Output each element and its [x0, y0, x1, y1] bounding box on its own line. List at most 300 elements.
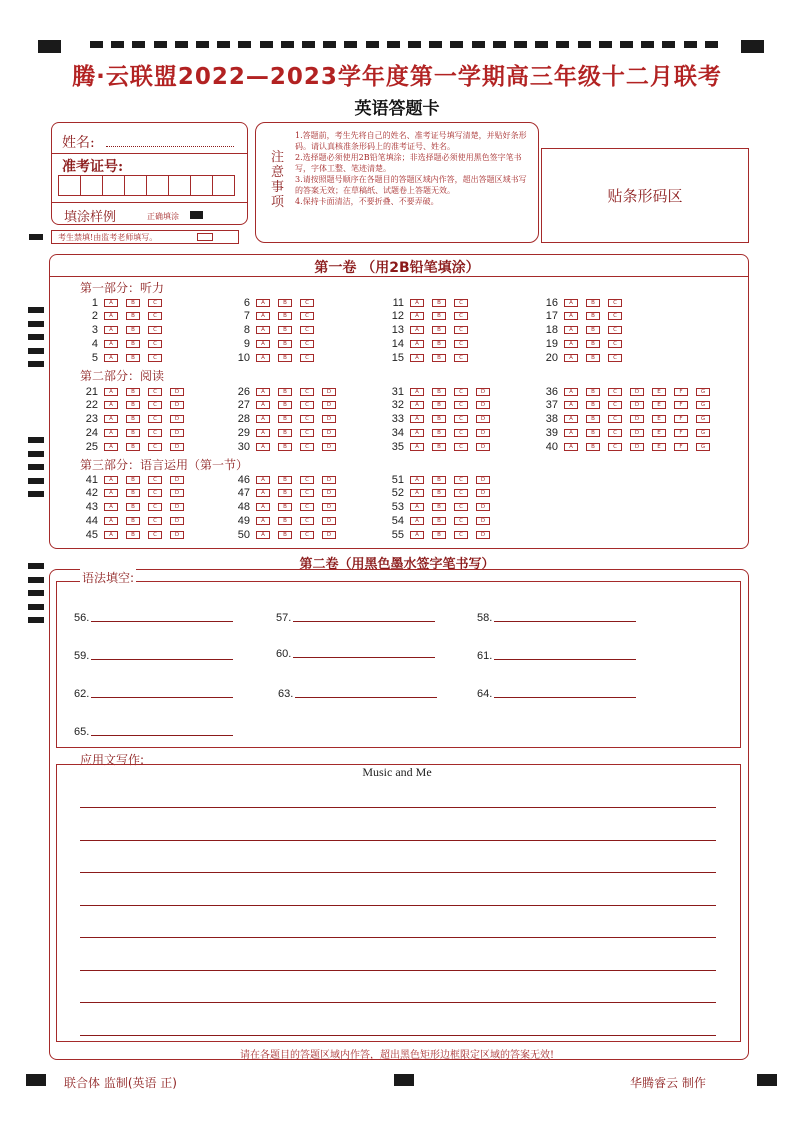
- answer-bubble[interactable]: B: [126, 489, 140, 497]
- timing-mark: [196, 41, 209, 48]
- barcode-label: 贴条形码区: [607, 187, 683, 205]
- page-subtitle: 英语答题卡: [354, 99, 440, 119]
- grammar-blank[interactable]: [74, 726, 233, 738]
- answer-bubble[interactable]: C: [148, 476, 162, 484]
- blank-line[interactable]: [91, 697, 233, 698]
- answer-bubble[interactable]: B: [126, 429, 140, 437]
- name-field[interactable]: [106, 146, 234, 147]
- side-mark: [28, 464, 44, 470]
- answer-bubble[interactable]: D: [170, 401, 184, 409]
- answer-bubble[interactable]: C: [454, 443, 468, 451]
- answer-bubble[interactable]: B: [278, 531, 292, 539]
- answer-bubble[interactable]: A: [256, 415, 270, 423]
- answer-bubble[interactable]: B: [126, 312, 140, 320]
- answer-bubble[interactable]: C: [454, 354, 468, 362]
- answer-bubble[interactable]: A: [410, 299, 424, 307]
- answer-bubble[interactable]: C: [148, 429, 162, 437]
- question-number: 32: [391, 399, 404, 412]
- answer-bubble[interactable]: A: [256, 340, 270, 348]
- timing-mark: [472, 41, 485, 48]
- answer-bubble[interactable]: C: [148, 517, 162, 525]
- answer-bubble[interactable]: E: [652, 415, 666, 423]
- answer-bubble[interactable]: F: [674, 401, 688, 409]
- question-number: 42: [85, 487, 98, 500]
- answer-bubble[interactable]: B: [126, 476, 140, 484]
- answer-bubble[interactable]: B: [432, 489, 446, 497]
- question-number: 17: [545, 310, 558, 323]
- answer-bubble[interactable]: C: [454, 489, 468, 497]
- answer-bubble[interactable]: A: [104, 312, 118, 320]
- question-number: 12: [391, 310, 404, 323]
- question-number: 38: [545, 413, 558, 426]
- answer-bubble[interactable]: C: [148, 489, 162, 497]
- answer-bubble[interactable]: C: [300, 531, 314, 539]
- answer-bubble[interactable]: B: [586, 443, 600, 451]
- answer-bubble[interactable]: A: [256, 388, 270, 396]
- answer-bubble[interactable]: C: [148, 299, 162, 307]
- answer-bubble[interactable]: C: [454, 326, 468, 334]
- grammar-blank[interactable]: [278, 688, 437, 700]
- answer-bubble[interactable]: C: [300, 326, 314, 334]
- question-row: [228, 514, 344, 527]
- part2-header: 第二卷（用黑色墨水签字笔书写）: [299, 557, 495, 572]
- answer-bubble[interactable]: A: [256, 489, 270, 497]
- question-number: 11: [392, 296, 404, 309]
- answer-bubble[interactable]: A: [104, 476, 118, 484]
- answer-bubble[interactable]: C: [300, 415, 314, 423]
- answer-bubble[interactable]: G: [696, 388, 710, 396]
- writing-line[interactable]: [80, 807, 716, 808]
- writing-line[interactable]: [80, 840, 716, 841]
- answer-bubble[interactable]: D: [630, 429, 644, 437]
- answer-bubble[interactable]: A: [104, 517, 118, 525]
- answer-bubble[interactable]: B: [278, 354, 292, 362]
- question-row: [382, 324, 476, 337]
- answer-bubble[interactable]: A: [104, 489, 118, 497]
- answer-bubble[interactable]: B: [278, 388, 292, 396]
- answer-bubble[interactable]: A: [104, 401, 118, 409]
- answer-bubble[interactable]: C: [148, 531, 162, 539]
- question-number: 28: [237, 413, 250, 426]
- question-row: [536, 310, 630, 323]
- answer-bubble[interactable]: A: [564, 312, 578, 320]
- answer-bubble[interactable]: A: [564, 326, 578, 334]
- question-row: [228, 501, 344, 514]
- answer-bubble[interactable]: A: [410, 354, 424, 362]
- answer-bubble[interactable]: B: [278, 326, 292, 334]
- answer-bubble[interactable]: C: [608, 429, 622, 437]
- answer-bubble[interactable]: E: [652, 401, 666, 409]
- answer-bubble[interactable]: C: [454, 476, 468, 484]
- answer-bubble[interactable]: F: [674, 388, 688, 396]
- blank-line[interactable]: [494, 659, 636, 660]
- timing-mark: [387, 41, 400, 48]
- answer-bubble[interactable]: C: [608, 388, 622, 396]
- answer-bubble[interactable]: C: [454, 401, 468, 409]
- writing-line[interactable]: [80, 905, 716, 906]
- blank-line[interactable]: [295, 697, 437, 698]
- answer-bubble[interactable]: C: [608, 415, 622, 423]
- answer-bubble[interactable]: B: [126, 388, 140, 396]
- answer-bubble[interactable]: C: [148, 443, 162, 451]
- blank-line[interactable]: [293, 657, 435, 658]
- answer-bubble[interactable]: C: [300, 476, 314, 484]
- answer-bubble[interactable]: D: [322, 443, 336, 451]
- answer-bubble[interactable]: B: [432, 531, 446, 539]
- corner-mark: [741, 40, 764, 53]
- blank-line[interactable]: [293, 621, 435, 622]
- answer-bubble[interactable]: C: [454, 429, 468, 437]
- answer-bubble[interactable]: C: [454, 415, 468, 423]
- answer-bubble[interactable]: B: [586, 340, 600, 348]
- answer-bubble[interactable]: B: [126, 401, 140, 409]
- timing-mark: [281, 41, 294, 48]
- answer-bubble[interactable]: C: [608, 354, 622, 362]
- answer-bubble[interactable]: C: [300, 401, 314, 409]
- answer-bubble[interactable]: A: [256, 531, 270, 539]
- question-row: [382, 426, 498, 439]
- answer-bubble[interactable]: B: [432, 326, 446, 334]
- answer-bubble[interactable]: A: [104, 443, 118, 451]
- question-number: 15: [391, 351, 404, 364]
- answer-bubble[interactable]: B: [432, 401, 446, 409]
- answer-bubble[interactable]: B: [126, 517, 140, 525]
- answer-bubble[interactable]: A: [564, 388, 578, 396]
- answer-bubble[interactable]: G: [696, 415, 710, 423]
- answer-bubble[interactable]: B: [586, 312, 600, 320]
- answer-bubble[interactable]: B: [126, 340, 140, 348]
- answer-bubble[interactable]: C: [148, 401, 162, 409]
- answer-bubble[interactable]: A: [104, 299, 118, 307]
- answer-bubble[interactable]: D: [476, 476, 490, 484]
- answer-bubble[interactable]: A: [104, 503, 118, 511]
- listening-heading: 第一部分：听力: [80, 281, 165, 295]
- answer-bubble[interactable]: B: [586, 415, 600, 423]
- answer-bubble[interactable]: A: [410, 429, 424, 437]
- answer-bubble[interactable]: A: [410, 476, 424, 484]
- answer-bubble[interactable]: C: [608, 312, 622, 320]
- answer-bubble[interactable]: C: [454, 517, 468, 525]
- answer-bubble[interactable]: D: [476, 503, 490, 511]
- answer-bubble[interactable]: C: [148, 354, 162, 362]
- answer-bubble[interactable]: A: [104, 429, 118, 437]
- answer-bubble[interactable]: D: [322, 388, 336, 396]
- answer-bubble[interactable]: C: [300, 312, 314, 320]
- answer-bubble[interactable]: A: [256, 326, 270, 334]
- answer-bubble[interactable]: B: [278, 401, 292, 409]
- timing-mark: [641, 41, 654, 48]
- answer-bubble[interactable]: C: [148, 388, 162, 396]
- writing-line[interactable]: [80, 872, 716, 873]
- answer-bubble[interactable]: D: [170, 517, 184, 525]
- answer-bubble[interactable]: B: [126, 326, 140, 334]
- timing-mark: [111, 41, 124, 48]
- essay-title: Music and Me: [362, 765, 432, 779]
- answer-bubble[interactable]: A: [256, 517, 270, 525]
- answer-bubble[interactable]: B: [432, 299, 446, 307]
- answer-bubble[interactable]: B: [432, 443, 446, 451]
- answer-bubble[interactable]: C: [300, 340, 314, 348]
- answer-bubble[interactable]: C: [608, 299, 622, 307]
- answer-bubble[interactable]: B: [432, 415, 446, 423]
- answer-bubble[interactable]: D: [476, 401, 490, 409]
- answer-bubble[interactable]: A: [256, 299, 270, 307]
- answer-bubble[interactable]: A: [256, 429, 270, 437]
- answer-bubble[interactable]: B: [432, 340, 446, 348]
- answer-bubble[interactable]: B: [278, 429, 292, 437]
- answer-bubble[interactable]: D: [170, 443, 184, 451]
- answer-bubble[interactable]: A: [410, 503, 424, 511]
- answer-bubble[interactable]: C: [300, 429, 314, 437]
- answer-bubble[interactable]: D: [170, 429, 184, 437]
- answer-bubble[interactable]: C: [454, 503, 468, 511]
- reading-heading: 第二部分：阅读: [80, 369, 165, 383]
- answer-bubble[interactable]: B: [126, 415, 140, 423]
- answer-bubble[interactable]: A: [410, 388, 424, 396]
- answer-bubble[interactable]: A: [256, 312, 270, 320]
- answer-bubble[interactable]: D: [322, 476, 336, 484]
- answer-bubble[interactable]: B: [432, 388, 446, 396]
- answer-bubble[interactable]: D: [476, 531, 490, 539]
- answer-bubble[interactable]: C: [454, 312, 468, 320]
- answer-bubble[interactable]: C: [300, 443, 314, 451]
- answer-bubble[interactable]: F: [674, 429, 688, 437]
- answer-bubble[interactable]: E: [652, 443, 666, 451]
- answer-bubble[interactable]: A: [104, 326, 118, 334]
- answer-bubble[interactable]: C: [454, 340, 468, 348]
- answer-bubble[interactable]: C: [608, 443, 622, 451]
- answer-bubble[interactable]: B: [278, 415, 292, 423]
- answer-bubble[interactable]: D: [322, 517, 336, 525]
- answer-bubble[interactable]: C: [608, 401, 622, 409]
- answer-bubble[interactable]: D: [170, 489, 184, 497]
- grammar-blank[interactable]: [276, 612, 435, 624]
- absent-checkbox[interactable]: [197, 233, 213, 241]
- answer-bubble[interactable]: B: [432, 517, 446, 525]
- answer-bubble[interactable]: D: [170, 415, 184, 423]
- answer-bubble[interactable]: C: [148, 326, 162, 334]
- grammar-blank[interactable]: [276, 648, 435, 660]
- timing-mark: [90, 41, 103, 48]
- answer-bubble[interactable]: A: [256, 503, 270, 511]
- blank-number: 61.: [477, 650, 493, 662]
- answer-bubble[interactable]: B: [432, 476, 446, 484]
- answer-bubble[interactable]: F: [674, 443, 688, 451]
- answer-bubble[interactable]: B: [586, 429, 600, 437]
- answer-bubble[interactable]: A: [410, 326, 424, 334]
- answer-bubble[interactable]: D: [476, 415, 490, 423]
- answer-bubble[interactable]: C: [608, 340, 622, 348]
- answer-bubble[interactable]: D: [170, 388, 184, 396]
- grammar-blank[interactable]: [74, 612, 233, 624]
- question-number: 47: [237, 487, 250, 500]
- answer-bubble[interactable]: A: [410, 401, 424, 409]
- side-mark: [28, 491, 44, 497]
- correct-fill-label: 正确填涂: [147, 212, 179, 221]
- answer-bubble[interactable]: A: [104, 415, 118, 423]
- answer-bubble[interactable]: A: [410, 517, 424, 525]
- answer-bubble[interactable]: D: [322, 415, 336, 423]
- answer-bubble[interactable]: D: [322, 489, 336, 497]
- grammar-blank[interactable]: [477, 650, 636, 662]
- answer-bubble[interactable]: A: [564, 354, 578, 362]
- answer-bubble[interactable]: D: [630, 443, 644, 451]
- answer-bubble[interactable]: D: [322, 531, 336, 539]
- answer-bubble[interactable]: A: [104, 340, 118, 348]
- answer-bubble[interactable]: B: [278, 312, 292, 320]
- answer-bubble[interactable]: F: [674, 415, 688, 423]
- answer-bubble[interactable]: B: [278, 299, 292, 307]
- answer-bubble[interactable]: B: [586, 354, 600, 362]
- question-number: 36: [545, 385, 558, 398]
- answer-bubble[interactable]: D: [322, 401, 336, 409]
- answer-bubble[interactable]: A: [564, 415, 578, 423]
- answer-bubble[interactable]: D: [630, 388, 644, 396]
- question-number: 10: [237, 351, 250, 364]
- answer-bubble[interactable]: A: [410, 531, 424, 539]
- question-number: 6: [243, 296, 250, 309]
- exam-id-cells[interactable]: [58, 175, 235, 196]
- answer-bubble[interactable]: A: [104, 531, 118, 539]
- answer-bubble[interactable]: C: [300, 388, 314, 396]
- answer-bubble[interactable]: D: [476, 443, 490, 451]
- question-row: [382, 487, 498, 500]
- writing-line[interactable]: [80, 937, 716, 938]
- timing-mark: [705, 41, 718, 48]
- writing-line[interactable]: [80, 1035, 716, 1036]
- answer-bubble[interactable]: D: [476, 489, 490, 497]
- answer-bubble[interactable]: B: [586, 326, 600, 334]
- answer-bubble[interactable]: B: [278, 503, 292, 511]
- question-number: 52: [391, 487, 404, 500]
- answer-bubble[interactable]: A: [256, 401, 270, 409]
- question-number: 35: [391, 440, 404, 453]
- answer-bubble[interactable]: B: [126, 503, 140, 511]
- question-row: [76, 440, 192, 453]
- answer-bubble[interactable]: A: [564, 443, 578, 451]
- answer-bubble[interactable]: C: [148, 415, 162, 423]
- answer-bubble[interactable]: A: [104, 354, 118, 362]
- answer-bubble[interactable]: E: [652, 429, 666, 437]
- answer-bubble[interactable]: A: [564, 401, 578, 409]
- answer-bubble[interactable]: B: [126, 443, 140, 451]
- answer-bubble[interactable]: B: [432, 503, 446, 511]
- fill-sample-label: 填涂样例: [64, 210, 117, 225]
- answer-bubble[interactable]: B: [278, 489, 292, 497]
- question-number: 16: [545, 296, 558, 309]
- answer-bubble[interactable]: B: [586, 388, 600, 396]
- question-number: 43: [85, 501, 98, 514]
- answer-bubble[interactable]: B: [586, 401, 600, 409]
- answer-bubble[interactable]: C: [454, 388, 468, 396]
- answer-bubble[interactable]: D: [476, 517, 490, 525]
- question-number: 20: [545, 351, 558, 364]
- grammar-blank[interactable]: [477, 688, 636, 700]
- answer-bubble[interactable]: A: [410, 443, 424, 451]
- answer-bubble[interactable]: A: [410, 415, 424, 423]
- answer-bubble[interactable]: A: [410, 340, 424, 348]
- answer-bubble[interactable]: A: [564, 340, 578, 348]
- timing-mark: [535, 41, 548, 48]
- answer-bubble[interactable]: D: [476, 388, 490, 396]
- question-row: [382, 514, 498, 527]
- blank-line[interactable]: [91, 621, 233, 622]
- answer-bubble[interactable]: G: [696, 443, 710, 451]
- answer-bubble[interactable]: D: [630, 401, 644, 409]
- answer-bubble[interactable]: C: [454, 531, 468, 539]
- answer-bubble[interactable]: A: [104, 388, 118, 396]
- answer-bubble[interactable]: D: [170, 531, 184, 539]
- answer-bubble[interactable]: A: [564, 299, 578, 307]
- answer-bubble[interactable]: G: [696, 401, 710, 409]
- answer-bubble[interactable]: B: [432, 354, 446, 362]
- answer-bubble[interactable]: B: [432, 312, 446, 320]
- side-mark: [28, 361, 44, 367]
- answer-bubble[interactable]: D: [170, 476, 184, 484]
- answer-bubble[interactable]: A: [410, 312, 424, 320]
- answer-bubble[interactable]: E: [652, 388, 666, 396]
- answer-bubble[interactable]: B: [126, 354, 140, 362]
- blank-line[interactable]: [494, 621, 636, 622]
- blank-line[interactable]: [494, 697, 636, 698]
- grammar-blank[interactable]: [74, 650, 233, 662]
- answer-bubble[interactable]: C: [608, 326, 622, 334]
- answer-bubble[interactable]: D: [476, 429, 490, 437]
- answer-bubble[interactable]: C: [148, 503, 162, 511]
- writing-line[interactable]: [80, 1002, 716, 1003]
- answer-bubble[interactable]: D: [322, 429, 336, 437]
- side-mark: [28, 348, 44, 354]
- answer-bubble[interactable]: C: [300, 489, 314, 497]
- answer-bubble[interactable]: B: [586, 299, 600, 307]
- blank-line[interactable]: [91, 659, 233, 660]
- answer-bubble[interactable]: B: [126, 531, 140, 539]
- answer-bubble[interactable]: C: [148, 312, 162, 320]
- grammar-blank[interactable]: [477, 612, 636, 624]
- answer-bubble[interactable]: A: [410, 489, 424, 497]
- answer-bubble[interactable]: B: [432, 429, 446, 437]
- blank-line[interactable]: [91, 735, 233, 736]
- answer-bubble[interactable]: C: [300, 299, 314, 307]
- answer-bubble[interactable]: C: [148, 340, 162, 348]
- question-row: [382, 413, 498, 426]
- question-number: 48: [237, 501, 250, 514]
- answer-bubble[interactable]: D: [170, 503, 184, 511]
- answer-bubble[interactable]: D: [630, 415, 644, 423]
- answer-bubble[interactable]: B: [278, 476, 292, 484]
- answer-bubble[interactable]: B: [278, 340, 292, 348]
- grammar-blank[interactable]: [74, 688, 233, 700]
- absent-note: 考生禁填!由监考老师填写。: [58, 233, 158, 242]
- question-number: 39: [545, 426, 558, 439]
- answer-bubble[interactable]: B: [278, 443, 292, 451]
- answer-bubble[interactable]: A: [256, 443, 270, 451]
- answer-bubble[interactable]: B: [126, 299, 140, 307]
- question-number: 8: [243, 324, 250, 337]
- answer-bubble[interactable]: C: [300, 354, 314, 362]
- blank-number: 57.: [276, 612, 292, 624]
- answer-bubble[interactable]: A: [564, 429, 578, 437]
- answer-bubble[interactable]: D: [322, 503, 336, 511]
- answer-bubble[interactable]: C: [300, 517, 314, 525]
- answer-bubble[interactable]: G: [696, 429, 710, 437]
- answer-bubble[interactable]: B: [278, 517, 292, 525]
- answer-bubble[interactable]: A: [256, 354, 270, 362]
- writing-line[interactable]: [80, 970, 716, 971]
- answer-bubble[interactable]: C: [454, 299, 468, 307]
- answer-bubble[interactable]: A: [256, 476, 270, 484]
- answer-bubble[interactable]: C: [300, 503, 314, 511]
